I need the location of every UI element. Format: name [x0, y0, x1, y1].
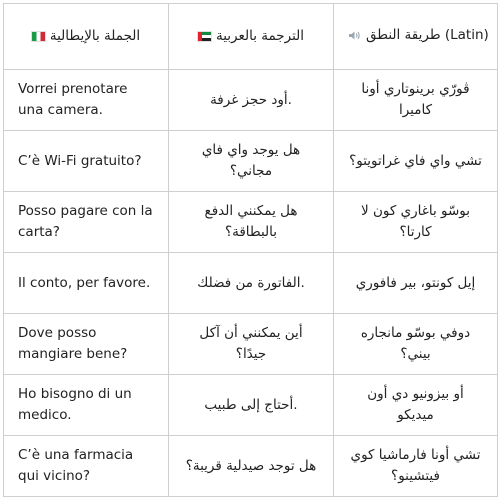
italian-cell: Vorrei prenotare una camera.	[4, 70, 169, 131]
header-arabic-label: الترجمة بالعربية	[215, 27, 305, 44]
header-italian-label: الجملة بالإيطالية	[49, 27, 141, 44]
arabic-cell: أين يمكنني أن آكل جيدًا؟	[169, 314, 334, 375]
italian-cell: C’è Wi-Fi gratuito?	[4, 131, 169, 192]
uae-flag-icon	[198, 32, 211, 41]
table-row	[4, 131, 498, 192]
pronunciation-cell: بوسّو باغاري كون لا كارتا؟	[334, 192, 498, 253]
header-row	[4, 4, 498, 70]
italian-cell: Il conto, per favore.	[4, 253, 169, 314]
italian-cell: Dove posso mangiare bene?	[4, 314, 169, 375]
table-row	[4, 314, 498, 375]
pronunciation-cell: إيل كونتو، بير فافوري	[334, 253, 498, 314]
header-italian	[4, 4, 169, 70]
speaker-icon	[348, 30, 361, 41]
arabic-cell: هل يمكنني الدفع بالبطاقة؟	[169, 192, 334, 253]
header-pronunciation-label: (Latin) طريقة النطق	[366, 27, 489, 43]
arabic-cell: هل يوجد واي فاي مجاني؟	[169, 131, 334, 192]
pronunciation-cell: تشي واي فاي غراتويتو؟	[334, 131, 498, 192]
table-row	[4, 70, 498, 131]
arabic-cell: .أود حجز غرفة	[169, 70, 334, 131]
arabic-cell: هل توجد صيدلية قريبة؟	[169, 436, 334, 497]
table-row	[4, 253, 498, 314]
pronunciation-cell: أو بيزونيو دي أون ميديكو	[334, 375, 498, 436]
italian-cell: Ho bisogno di un medico.	[4, 375, 169, 436]
pronunciation-cell: ڤورّي برينوتاري أونا كاميرا	[334, 70, 498, 131]
table-row	[4, 436, 498, 497]
italian-cell: Posso pagare con la carta?	[4, 192, 169, 253]
italian-cell: C’è una farmacia qui vicino?	[4, 436, 169, 497]
header-arabic	[169, 4, 334, 70]
arabic-cell: .أحتاج إلى طبيب	[169, 375, 334, 436]
pronunciation-cell: دوفي بوسّو مانجاره بيني؟	[334, 314, 498, 375]
phrase-table	[3, 3, 498, 497]
arabic-cell: .الفاتورة من فضلك	[169, 253, 334, 314]
header-pronunciation	[334, 4, 498, 70]
table-row	[4, 192, 498, 253]
pronunciation-cell: تشي أونا فارماشيا كوي فيتشينو؟	[334, 436, 498, 497]
italy-flag-icon	[32, 32, 45, 41]
table-row	[4, 375, 498, 436]
